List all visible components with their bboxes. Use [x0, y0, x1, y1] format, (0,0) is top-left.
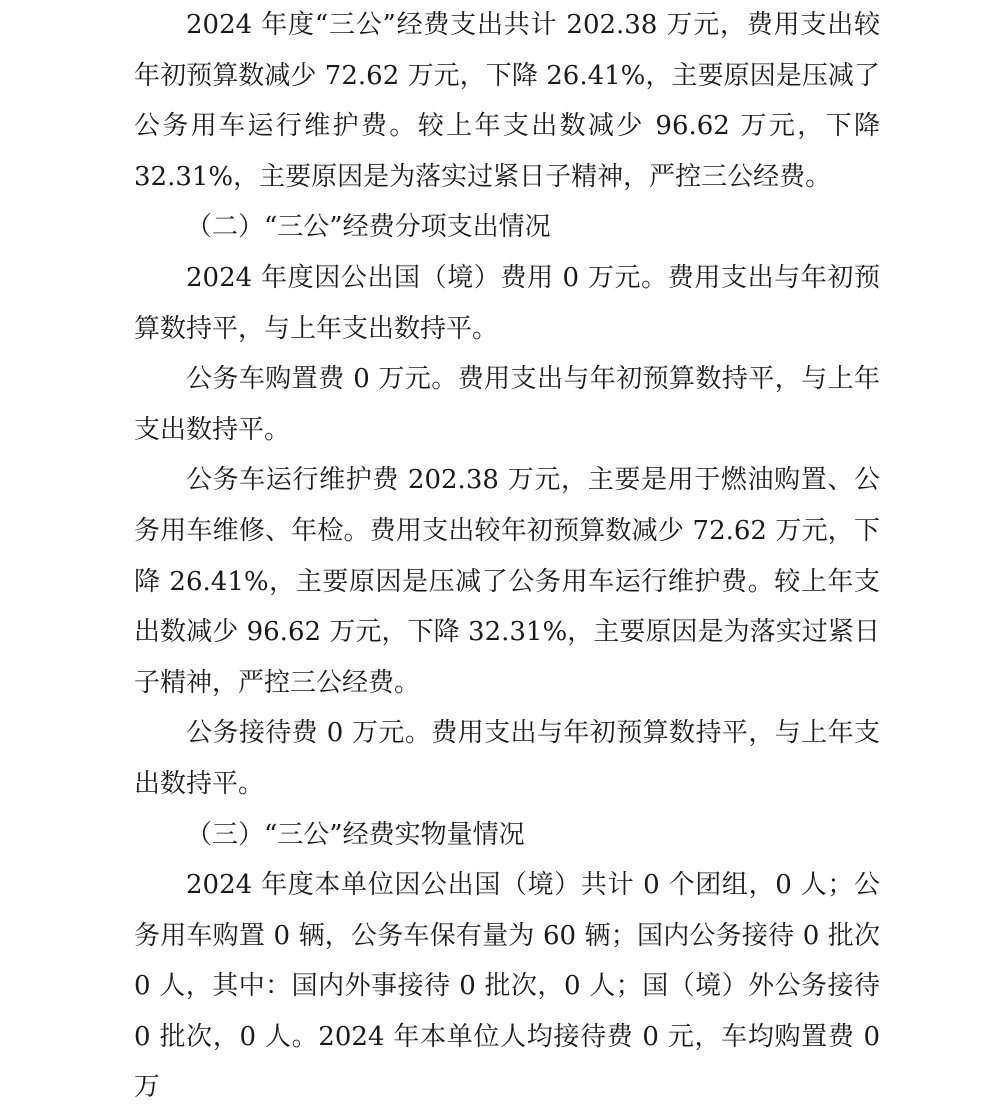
section-heading-physical-quantity: （三）“三公”经费实物量情况 [186, 819, 525, 850]
paragraph-vehicle-maintenance: 公务车运行维护费 202.38 万元，主要是用于燃油购置、公务用车维修、年检。费用支出较年初预算数减少 72.62 万元，下降 26.41%，主要原因是压减了公务用车运行维护费。较上年支出数减少 96.62 万元，下降 32.31%，主要原因是为落实过紧日子精神，严控三公经费。 [134, 465, 880, 698]
section-heading-itemized-expenditure: （二）“三公”经费分项支出情况 [186, 212, 551, 243]
paragraph-physical-quantity: 2024 年度本单位因公出国（境）共计 0 个团组，0 人；公务用车购置 0 辆，公务车保有量为 60 辆；国内公务接待 0 批次 0 人，其中：国内外事接待 0 批次，0 人；国（境）外公务接待 0 批次，0 人。2024 年本单位人均接待费 0 元，车均购置费 0 万 [134, 870, 880, 1103]
document-body [134, 0, 880, 1113]
paragraph-total-expenditure: 2024 年度“三公”经费支出共计 202.38 万元，费用支出较年初预算数减少 72.62 万元，下降 26.41%，主要原因是压减了公务用车运行维护费。较上年支出数减少 96.62 万元，下降32.31%，主要原因是为落实过紧日子精神，严控三公经费。 [134, 10, 880, 192]
paragraph-vehicle-purchase: 公务车购置费 0 万元。费用支出与年初预算数持平，与上年支出数持平。 [134, 364, 880, 445]
paragraph-reception: 公务接待费 0 万元。费用支出与年初预算数持平，与上年支出数持平。 [134, 718, 880, 799]
paragraph-overseas-travel: 2024 年度因公出国（境）费用 0 万元。费用支出与年初预算数持平，与上年支出数持平。 [134, 262, 880, 344]
